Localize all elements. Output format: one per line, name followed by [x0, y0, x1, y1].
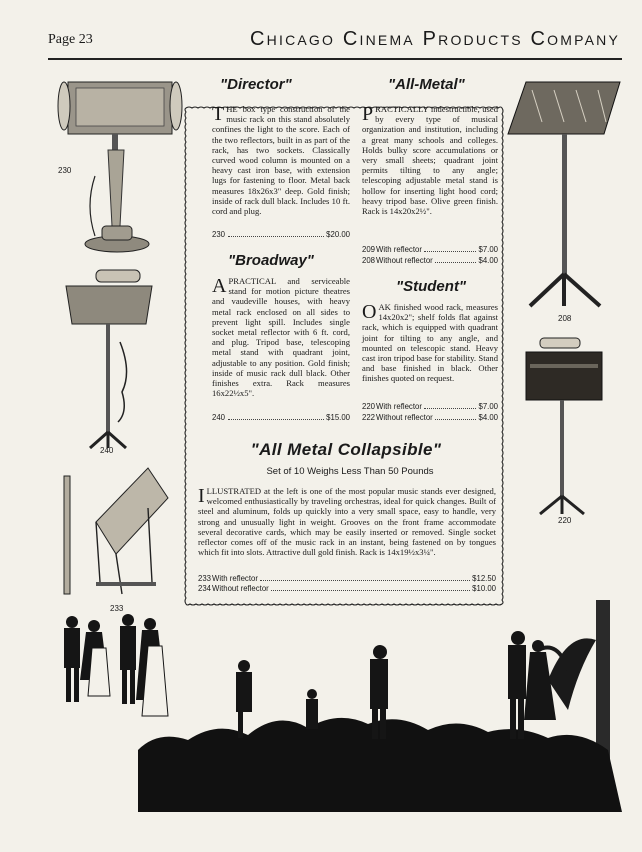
- caption-230: 230: [58, 166, 72, 175]
- student-body: [362, 302, 498, 396]
- price-code: 240: [212, 413, 226, 422]
- price-label: With reflector: [376, 402, 422, 411]
- director-drop-cap: T: [212, 103, 225, 125]
- price-value: $7.00: [478, 245, 498, 254]
- student-price-row-1: [362, 402, 498, 411]
- all-metal-price-row-2: [362, 256, 498, 265]
- broadway-stand-illustration: [60, 262, 160, 452]
- all-metal-stand-illustration: [502, 76, 630, 312]
- price-leader: [424, 245, 477, 252]
- price-leader: [271, 584, 470, 591]
- collapsible-price-row-2: [198, 584, 496, 593]
- all-metal-body: [362, 104, 498, 238]
- director-price-row: [212, 230, 350, 239]
- price-label: Without reflector: [376, 256, 433, 265]
- price-code: 230: [212, 230, 226, 239]
- price-code: 220: [362, 402, 376, 411]
- price-label: Without reflector: [212, 584, 269, 593]
- price-value: $4.00: [478, 256, 498, 265]
- price-label: Without reflector: [376, 413, 433, 422]
- caption-208: 208: [558, 314, 572, 323]
- price-label: With reflector: [376, 245, 422, 254]
- caption-240: 240: [100, 446, 114, 455]
- collapsible-subheading: Set of 10 Weighs Less Than 50 Pounds: [266, 466, 434, 477]
- all-metal-body-text: RACTICALLY indestructible, used by every type of musical organization and institution, including a great many schools and colleges. Holds bulky score accumulations or very small sheets; quadrant joint permits tilting to any angle; telescoping adjustable metal stand is hollow for inserting light hood cord; heavy tripod base. Olive green finish. Rack is 14x20x2½".: [362, 104, 498, 217]
- page-number: Page 23: [48, 32, 93, 47]
- price-code: 233: [198, 574, 212, 583]
- student-heading: "Student": [396, 278, 467, 295]
- price-leader: [228, 230, 324, 237]
- broadway-price-row: [212, 413, 350, 422]
- page-header: [48, 28, 620, 56]
- price-leader: [435, 413, 477, 420]
- director-heading: "Director": [220, 76, 292, 93]
- price-value: $15.00: [326, 413, 350, 422]
- price-value: $20.00: [326, 230, 350, 239]
- price-value: $4.00: [478, 413, 498, 422]
- collapsible-drop-cap: I: [198, 485, 205, 507]
- price-leader: [435, 256, 477, 263]
- header-rule: [48, 58, 622, 60]
- collapsible-body: [198, 486, 496, 570]
- caption-220: 220: [558, 516, 572, 525]
- broadway-heading: "Broadway": [228, 252, 314, 269]
- price-value: $7.00: [478, 402, 498, 411]
- price-code: 208: [362, 256, 376, 265]
- student-price-row-2: [362, 413, 498, 422]
- broadway-body-text: PRACTICAL and serviceable stand for motion picture theatres and vaudeville houses, with heavy metal rack enclosed on all sides to prevent light spill. Includes single socket metal reflector with 6 ft. cord, and plug. Tripod base, telescoping metal stand with quadrant joint, adjustable to any position. Gold finish; inside of music rack dull black. Other finishes extra. Rack measures 16x22½x5".: [212, 276, 350, 399]
- director-body-text: HE box type construction of the music rack on this stand absolutely confines the light to the score. Each of the two reflectors, built in as part of the rack, has two sockets. Classically curved wood column is mounted on a heavy cast iron base, with extension lugs for fastening to floor. Metal back measures 18x26x3" deep. Gold finish; inside of rack dull black. Includes 10 ft. cord and plug.: [212, 104, 350, 217]
- director-body: [212, 104, 350, 228]
- broadway-body: [212, 276, 350, 404]
- all-metal-heading: "All-Metal": [388, 76, 465, 93]
- student-drop-cap: O: [362, 301, 377, 323]
- price-leader: [260, 574, 470, 581]
- collapsible-price-row-1: [198, 574, 496, 583]
- collapsible-stand-illustration: [56, 462, 174, 602]
- all-metal-drop-cap: P: [362, 103, 374, 125]
- collapsible-heading: "All Metal Collapsible": [250, 440, 442, 459]
- student-body-text: AK finished wood rack, measures 14x20x2"; shelf folds flat against rack, which is equipped with quadrant joint for tilting to any angle, and mounted on telescopic stand. Heavy cast iron tripod base for stability. Stand and base finished in black. Other finishes quoted on request.: [362, 302, 498, 384]
- all-metal-price-row-1: [362, 245, 498, 254]
- price-code: 234: [198, 584, 212, 593]
- dancers-silhouette-illustration: [48, 600, 622, 812]
- price-leader: [424, 402, 477, 409]
- price-value: $12.50: [472, 574, 496, 583]
- price-code: 222: [362, 413, 376, 422]
- price-label: With reflector: [212, 574, 258, 583]
- price-value: $10.00: [472, 584, 496, 593]
- caption-233: 233: [110, 604, 124, 613]
- company-name: Chicago Cinema Products Company: [250, 28, 620, 50]
- price-code: 209: [362, 245, 376, 254]
- price-leader: [228, 413, 324, 420]
- collapsible-body-text: LLUSTRATED at the left is one of the most popular music stands ever designed, welcomed enthusiastically by traveling orchestras, ideal for quick changes. Built of steel and aluminum, folds up quickly into a very small space, easy to handle, very strong and unusually light in weight. Grooves on the front frame accommodate several decorative cards, which may be easily inserted or removed. Single socket reflector comes off of the music rack in an instant, being fastened on by tongues which fit into slots. Attractive dull gold finish. Rack is 14x19½x3¼".: [198, 486, 496, 558]
- student-stand-illustration: [520, 334, 610, 516]
- broadway-drop-cap: A: [212, 275, 227, 297]
